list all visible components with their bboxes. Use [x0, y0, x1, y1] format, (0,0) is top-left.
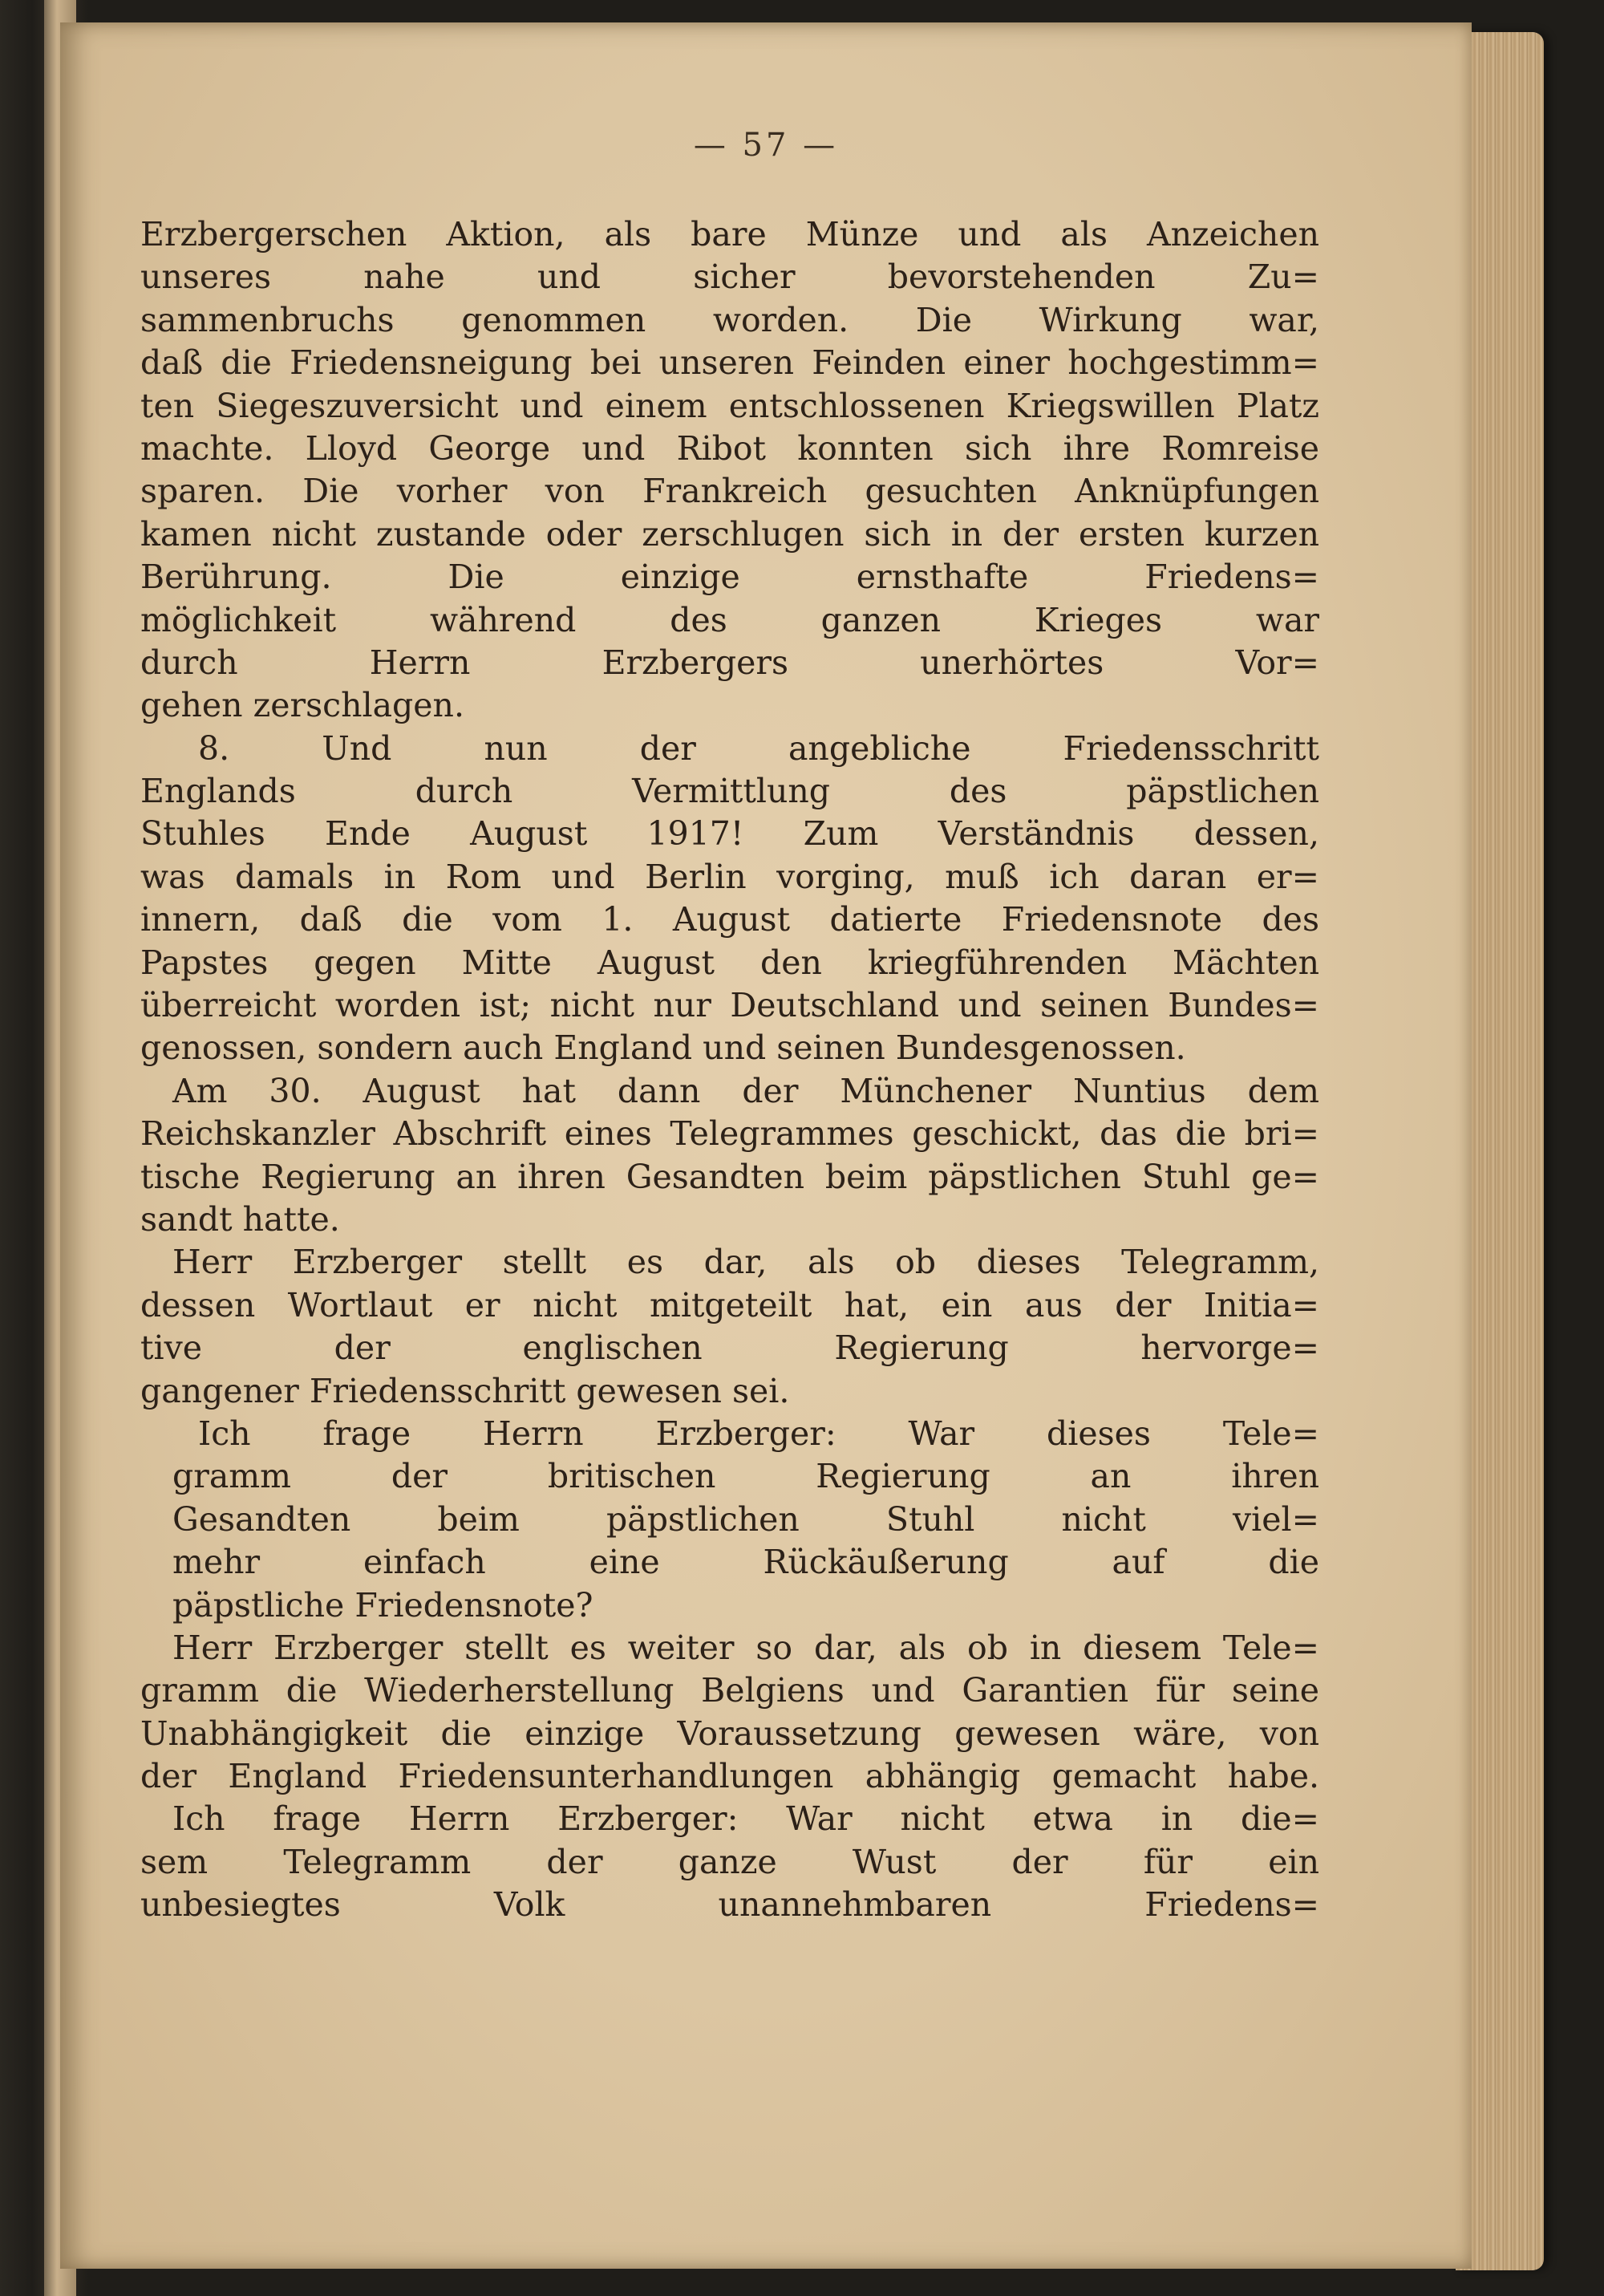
text-line: gangener Friedensschritt gewesen sei.	[140, 1371, 790, 1410]
text-line: sandt hatte.	[140, 1199, 340, 1239]
text-line: Unabhängigkeit die einzige Voraussetzung gewesen wäre, von	[140, 1714, 1319, 1753]
text-line: Englands durch Vermittlung des päpstlichen	[140, 772, 1319, 811]
text-line: dessen Wortlaut er nicht mitgeteilt hat, ein aus der Initia=	[140, 1285, 1319, 1324]
text-line: Reichskanzler Abschrift eines Telegrammes geschickt, das die bri=	[140, 1114, 1319, 1154]
text-line: Papstes gegen Mitte August den kriegführenden Mächten	[140, 943, 1319, 982]
text-line: Erzbergerschen Aktion, als bare Münze und als Anzeichen	[140, 215, 1319, 254]
text-line: Am 30. August hat dann der Münchener Nuntius dem	[172, 1071, 1319, 1110]
text-line: Ich frage Herrn Erzberger: War dieses Tele=	[198, 1414, 1319, 1453]
text-line: gramm die Wiederherstellung Belgiens und Garantien für seine	[140, 1671, 1319, 1710]
text-line: Herr Erzberger stellt es weiter so dar, als ob in diesem Tele=	[172, 1628, 1319, 1667]
text-line: überreicht worden ist; nicht nur Deutschland und seinen Bundes=	[140, 986, 1319, 1025]
text-line: daß die Friedensneigung bei unseren Feinden einer hochgestimm=	[140, 343, 1319, 383]
text-line: Ich frage Herrn Erzberger: War nicht etwa in die=	[172, 1799, 1319, 1839]
text-line: genossen, sondern auch England und seinen Bundesgenossen.	[140, 1028, 1186, 1068]
body-text	[140, 213, 1319, 1927]
text-line: möglichkeit während des ganzen Krieges war	[140, 600, 1319, 639]
text-line: gehen zerschlagen.	[140, 686, 464, 725]
text-line: was damals in Rom und Berlin vorging, muß ich daran er=	[140, 857, 1319, 896]
text-line: gramm der britischen Regierung an ihren	[172, 1457, 1319, 1496]
text-line: kamen nicht zustande oder zerschlugen sich in der ersten kurzen	[140, 514, 1319, 554]
text-line: sammenbruchs genommen worden. Die Wirkung war,	[140, 300, 1319, 339]
text-line: Gesandten beim päpstlichen Stuhl nicht viel=	[172, 1499, 1319, 1539]
text-line: sem Telegramm der ganze Wust der für ein	[140, 1842, 1319, 1881]
text-line: der England Friedensunterhandlungen abhängig gemacht habe.	[140, 1757, 1319, 1796]
text-line: tive der englischen Regierung hervorge=	[140, 1329, 1319, 1368]
text-line: unbesiegtes Volk unannehmbaren Friedens=	[140, 1885, 1319, 1925]
text-line: tische Regierung an ihren Gesandten beim päpstlichen Stuhl ge=	[140, 1157, 1319, 1196]
text-line: durch Herrn Erzbergers unerhörtes Vor=	[140, 643, 1319, 682]
text-line: päpstliche Friedensnote?	[172, 1585, 593, 1625]
text-line: Stuhles Ende August 1917! Zum Verständnis dessen,	[140, 814, 1319, 854]
book-page	[60, 22, 1472, 2269]
text-line: machte. Lloyd George und Ribot konnten sich ihre Romreise	[140, 428, 1319, 468]
text-line: mehr einfach eine Rückäußerung auf die	[172, 1543, 1319, 1582]
text-line: ten Siegeszuversicht und einem entschlossenen Kriegswillen Platz	[140, 386, 1319, 425]
text-line: sparen. Die vorher von Frankreich gesuchten Anknüpfungen	[140, 472, 1319, 511]
text-line: unseres nahe und sicher bevorstehenden Zu=	[140, 258, 1319, 297]
text-line: Herr Erzberger stellt es dar, als ob dieses Telegramm,	[172, 1243, 1319, 1282]
text-line: 8. Und nun der angebliche Friedensschritt	[198, 728, 1319, 768]
text-line: Berührung. Die einzige ernsthafte Friedens=	[140, 558, 1319, 597]
text-line: innern, daß die vom 1. August datierte Friedensnote des	[140, 900, 1319, 939]
page-number: — 57 —	[693, 127, 839, 164]
